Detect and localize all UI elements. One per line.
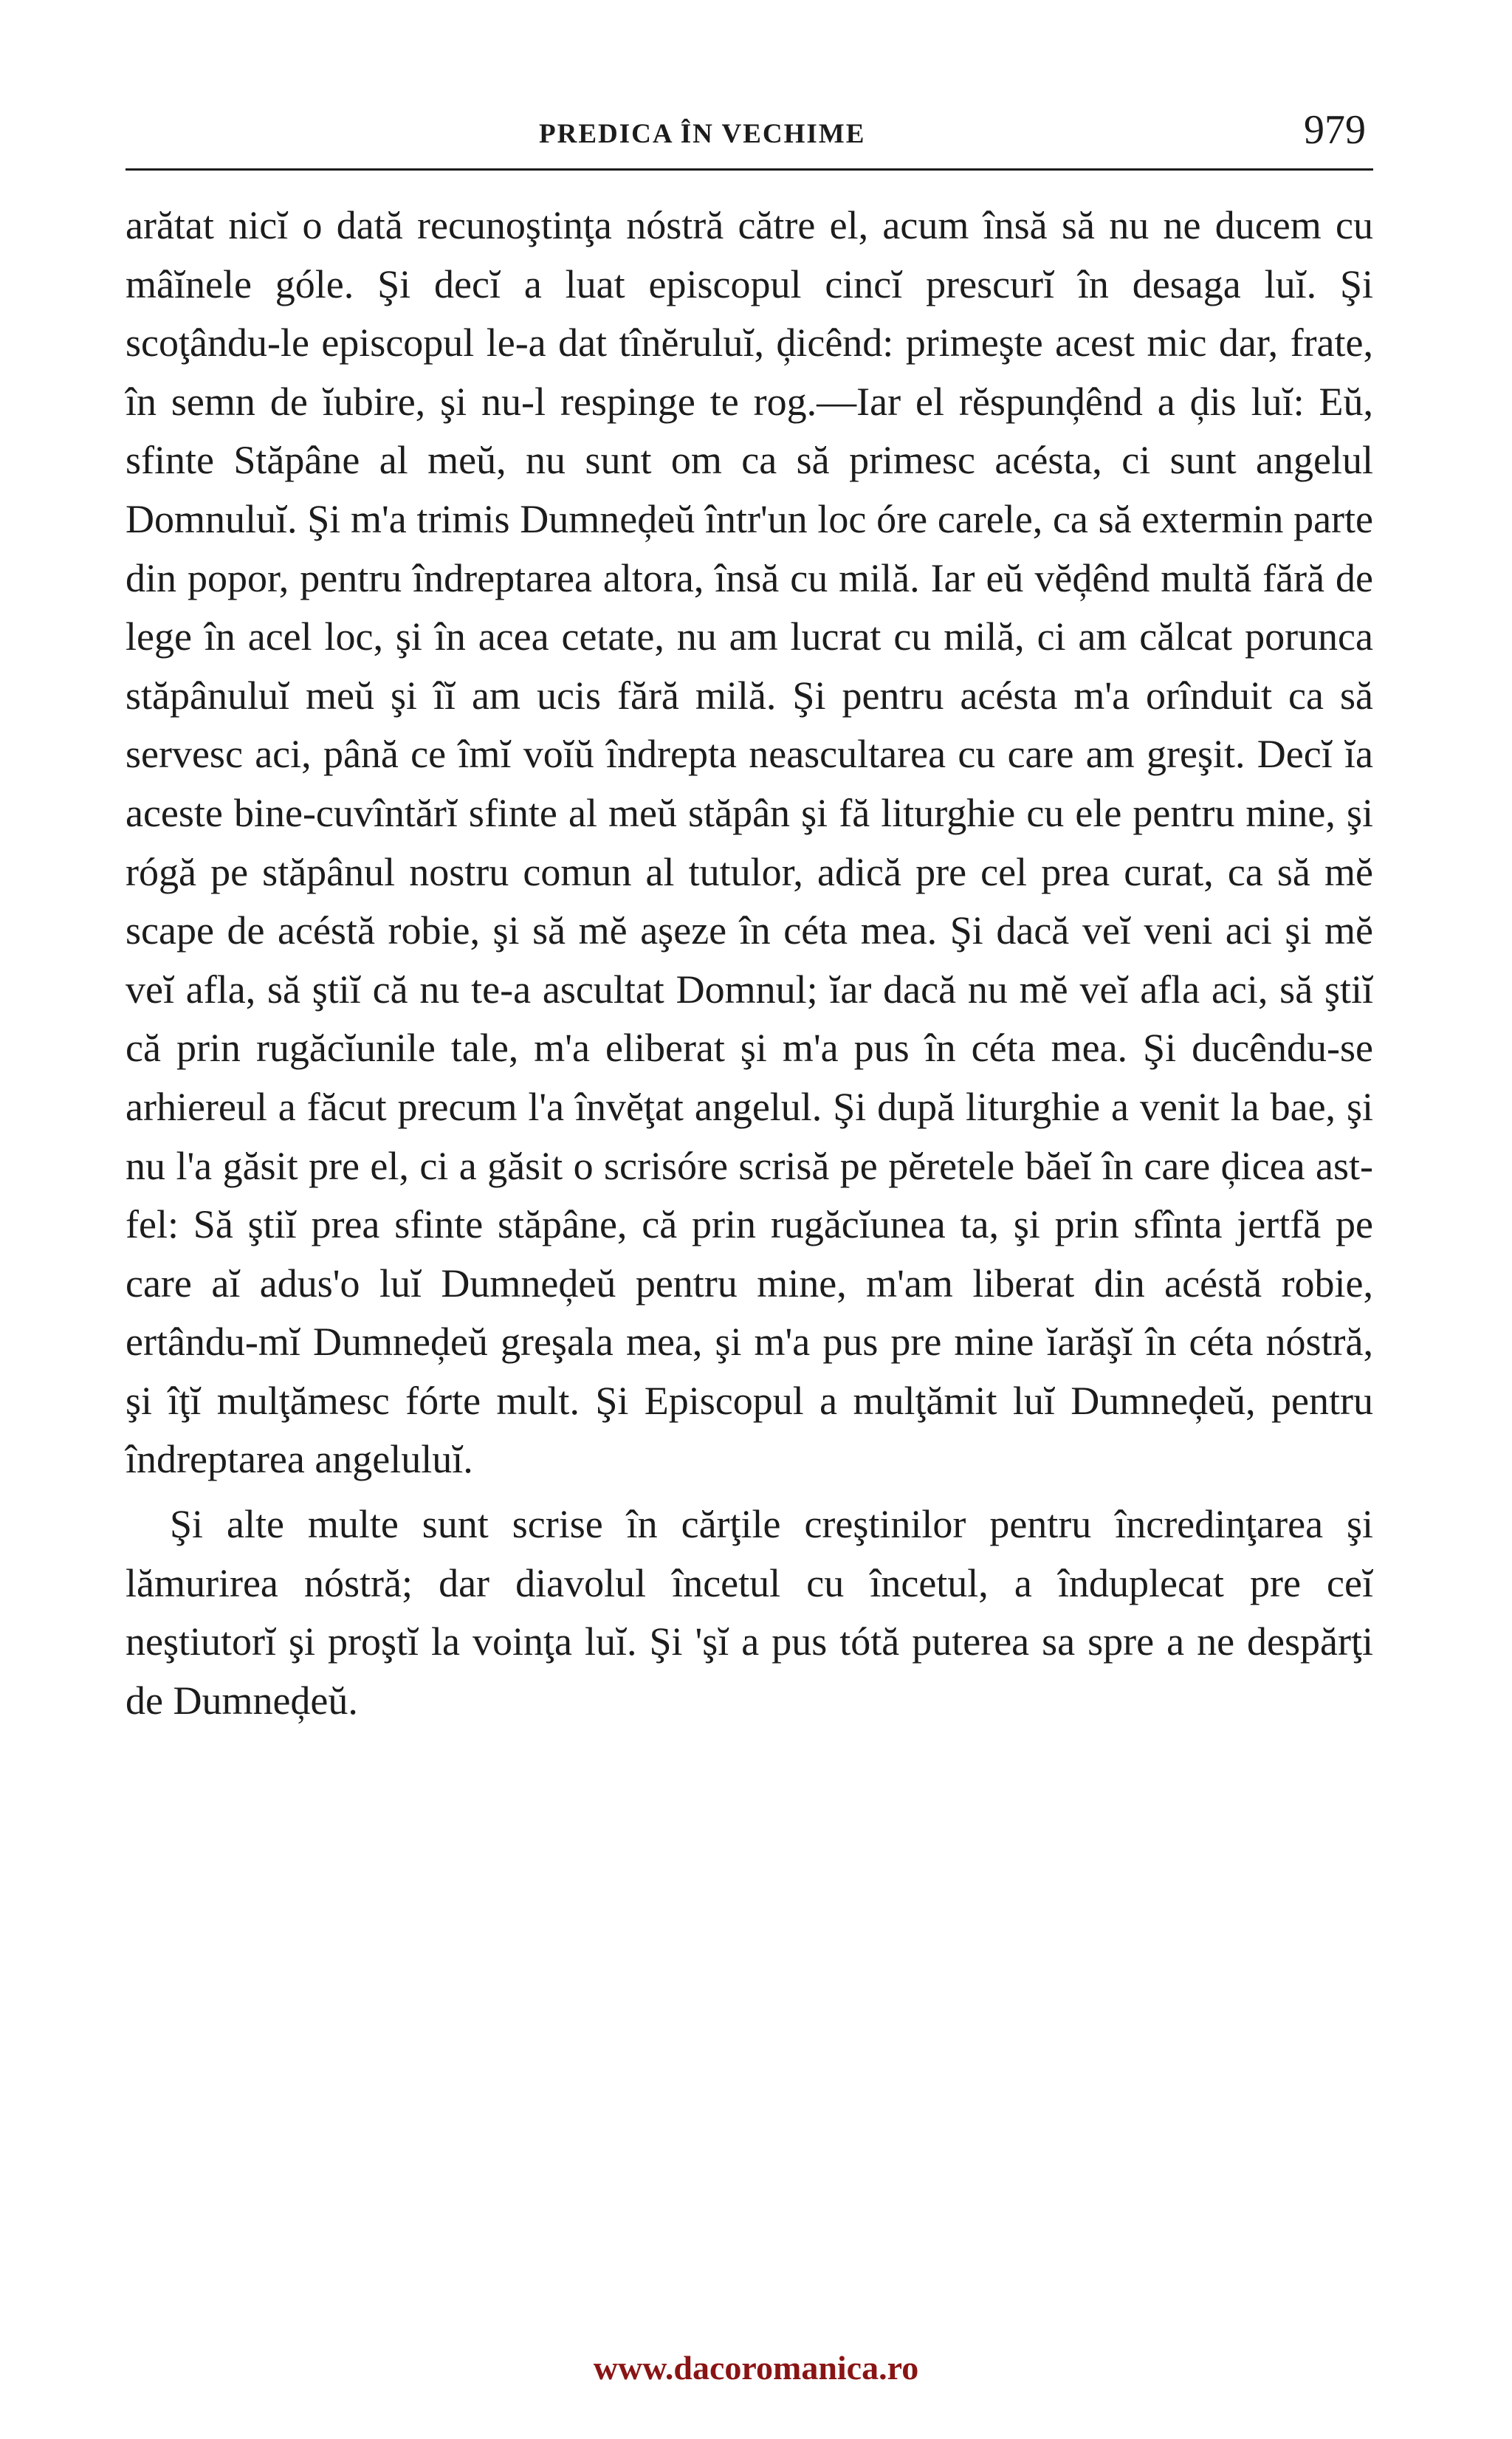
paragraph: Şi alte multe sunt scrise în cărţile creştinilor pentru încredinţarea şi lămurirea nóstră; dar diavolul încetul cu încetul, a înduplecat pre ceĭ neştiutorĭ şi proştĭ la voinţa luĭ. Şi 'şĭ a pus tótă puterea sa spre a ne despărţi de Dumneḑeŭ. — [126, 1502, 1373, 1723]
header-rule — [126, 168, 1373, 171]
source-watermark: www.dacoromanica.ro — [593, 2349, 919, 2387]
paragraph-continued: arătat nicĭ o dată recunoştinţa nóstră către el, acum însă să nu ne ducem cu mâĭnele góle. Şi decĭ a luat episcopul cincĭ prescurĭ în desaga luĭ. Şi scoţându-le episcopul le-a dat tînĕruluĭ, ḑicênd: primeşte acest mic dar, frate, în semn de ĭubire, şi nu-l respinge te rog.—Iar el rĕspunḑênd a ḑis luĭ: Eŭ, sfinte Stăpâne al meŭ, nu sunt om ca să primesc acésta, ci sunt angelul Domnuluĭ. Şi m'a trimis Dumneḑeŭ într'un loc óre carele, ca să extermin parte din popor, pentru îndreptarea altora, însă cu milă. Iar eŭ vĕḑênd multă fără de lege în acel loc, şi în acea cetate, nu am lucrat cu milă, ci am călcat porunca stăpânuluĭ meŭ şi îĭ am ucis fără milă. Şi pentru acésta m'a orînduit ca să servesc aci, până ce îmĭ voĭŭ îndrepta neascultarea cu care am greşit. Decĭ ĭa aceste bine-cuvîntărĭ sfinte al meŭ stăpân şi fă liturghie cu ele pentru mine, şi rógă pe stăpânul nostru comun al tutulor, adică pre cel prea curat, ca să mĕ scape de acéstă robie, şi să mĕ aşeze în céta mea. Şi dacă veĭ veni aci şi mĕ veĭ afla, să ştiĭ că nu te-a ascultat Domnul; ĭar dacă nu mĕ veĭ afla aci, să ştiĭ că prin rugăcĭunile tale, m'a eliberat şi m'a pus în céta mea. Şi ducêndu-se arhiereul a făcut precum l'a învĕţat angelul. Şi după liturghie a venit la bae, şi nu l'a găsit pre el, ci a găsit o scrisóre scrisă pe pĕretele băeĭ în care ḑicea ast-fel: Să ştiĭ prea sfinte stăpâne, că prin rugăcĭunea ta, şi prin sfînta jertfă pe care aĭ adus'o luĭ Dumneḑeŭ pentru mine, m'am liberat din acéstă robie, ertându-mĭ Dumneḑeŭ greşala mea, şi m'a pus pre mine ĭarăşĭ în céta nóstră, şi îţĭ mulţămesc fórte mult. Şi Episcopul a mulţămit luĭ Dumneḑeŭ, pentru îndreptarea angeluluĭ. — [126, 203, 1373, 1482]
running-title: PREDICA ÎN VECHIME — [539, 119, 866, 149]
book-page — [126, 103, 1373, 1730]
page-number: 979 — [1304, 107, 1366, 153]
running-header — [126, 103, 1373, 171]
body-text — [126, 196, 1373, 1730]
